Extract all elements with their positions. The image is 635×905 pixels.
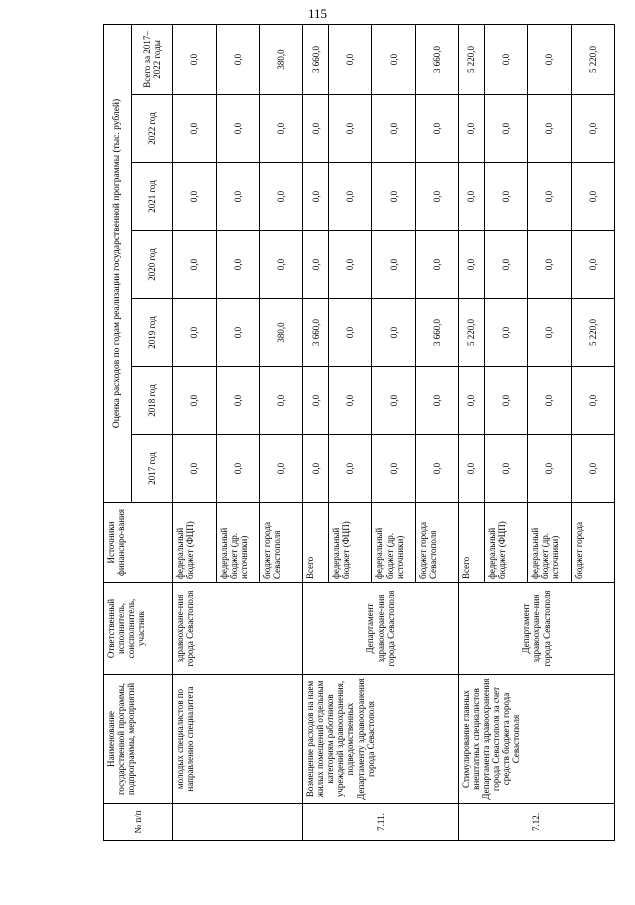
value-cell: 0,0: [528, 95, 571, 163]
value-cell: 0,0: [415, 95, 458, 163]
value-cell: 0,0: [484, 435, 527, 503]
value-cell: 3 660,0: [303, 24, 329, 94]
value-cell: 5 220,0: [571, 24, 614, 94]
header-year-3: 2020 год: [132, 231, 173, 299]
header-year-5: 2022 год: [132, 95, 173, 163]
funding-source: федеральный бюджет (др. источники): [528, 503, 571, 583]
value-cell: 0,0: [484, 24, 527, 94]
value-cell: 380,0: [259, 24, 302, 94]
header-year-4: 2021 год: [132, 163, 173, 231]
funding-source: Всего: [459, 503, 485, 583]
header-year-6: Всего за 2017–2022 годы: [132, 24, 173, 94]
measure-name: молодых специалистов по направлению специалитета: [173, 675, 303, 804]
value-cell: 0,0: [303, 163, 329, 231]
value-cell: 0,0: [484, 95, 527, 163]
table-row: [303, 24, 329, 840]
rotated-table-container: [103, 25, 615, 841]
value-cell: 3 660,0: [415, 24, 458, 94]
value-cell: 5 220,0: [459, 299, 485, 367]
value-cell: 0,0: [528, 24, 571, 94]
executor: Департамент здравоохране-ния города Севастополя: [303, 583, 459, 675]
value-cell: 0,0: [372, 435, 415, 503]
header-year-2: 2019 год: [132, 299, 173, 367]
value-cell: 0,0: [173, 435, 216, 503]
value-cell: 0,0: [259, 163, 302, 231]
value-cell: 0,0: [173, 24, 216, 94]
executor: Департамент здравоохране-ния города Севастополя: [459, 583, 615, 675]
funding-source: бюджет города Севастополя: [259, 503, 302, 583]
value-cell: 0,0: [459, 435, 485, 503]
value-cell: 0,0: [571, 163, 614, 231]
page-number: 115: [307, 6, 328, 21]
value-cell: 0,0: [528, 435, 571, 503]
value-cell: 0,0: [173, 231, 216, 299]
value-cell: 0,0: [372, 95, 415, 163]
value-cell: 3 660,0: [303, 299, 329, 367]
header-exec: Ответственный исполнитель, соисполнитель, участник: [104, 583, 173, 675]
value-cell: 0,0: [329, 24, 372, 94]
table-row: [459, 24, 485, 840]
value-cell: 0,0: [528, 163, 571, 231]
value-cell: 0,0: [303, 95, 329, 163]
row-number: [173, 804, 303, 841]
funding-source: федеральный бюджет (ФЦП): [173, 503, 216, 583]
value-cell: 0,0: [528, 299, 571, 367]
value-cell: 5 220,0: [571, 299, 614, 367]
value-cell: 0,0: [571, 367, 614, 435]
value-cell: 0,0: [303, 231, 329, 299]
value-cell: 0,0: [329, 163, 372, 231]
value-cell: 0,0: [415, 231, 458, 299]
value-cell: 0,0: [484, 231, 527, 299]
value-cell: 0,0: [459, 163, 485, 231]
header-name: Наименование государственной программы, подпрограммы, мероприятий: [104, 675, 173, 804]
value-cell: 0,0: [528, 231, 571, 299]
value-cell: 0,0: [216, 435, 259, 503]
value-cell: 0,0: [415, 367, 458, 435]
value-cell: 0,0: [484, 163, 527, 231]
value-cell: 0,0: [173, 299, 216, 367]
value-cell: 0,0: [173, 367, 216, 435]
value-cell: 0,0: [459, 95, 485, 163]
value-cell: 5 220,0: [459, 24, 485, 94]
table-row: [173, 24, 216, 840]
funding-source: федеральный бюджет (ФЦП): [329, 503, 372, 583]
measure-name: Возмещение расходов на наем жилых помещений отдельным категориям работников учреждений здравоохранения, подведомственных Департаменту здравоохранения города Севастополя: [303, 675, 459, 804]
value-cell: 0,0: [372, 299, 415, 367]
value-cell: 0,0: [259, 435, 302, 503]
header-src: Источники финансиро-вания: [104, 503, 173, 583]
value-cell: 0,0: [303, 367, 329, 435]
value-cell: 0,0: [372, 231, 415, 299]
value-cell: 0,0: [329, 435, 372, 503]
value-cell: 0,0: [484, 367, 527, 435]
value-cell: 0,0: [216, 367, 259, 435]
header-year-0: 2017 год: [132, 435, 173, 503]
header-year-1: 2018 год: [132, 367, 173, 435]
value-cell: 0,0: [216, 299, 259, 367]
value-cell: 0,0: [259, 231, 302, 299]
row-number: 7.11.: [303, 804, 459, 841]
header-num: № п/п: [104, 804, 173, 841]
value-cell: 0,0: [216, 163, 259, 231]
value-cell: 0,0: [372, 367, 415, 435]
funding-source: Всего: [303, 503, 329, 583]
header-row-1: [104, 24, 132, 840]
value-cell: 0,0: [216, 24, 259, 94]
funding-source: федеральный бюджет (др. источники): [216, 503, 259, 583]
value-cell: 0,0: [571, 231, 614, 299]
value-cell: 0,0: [216, 95, 259, 163]
value-cell: 0,0: [329, 95, 372, 163]
value-cell: 0,0: [173, 163, 216, 231]
value-cell: 0,0: [372, 24, 415, 94]
value-cell: 0,0: [329, 231, 372, 299]
row-number: 7.12.: [459, 804, 615, 841]
value-cell: 0,0: [459, 367, 485, 435]
value-cell: 3 660,0: [415, 299, 458, 367]
value-cell: 0,0: [372, 163, 415, 231]
value-cell: 0,0: [329, 299, 372, 367]
value-cell: 0,0: [216, 231, 259, 299]
value-cell: 380,0: [259, 299, 302, 367]
value-cell: 0,0: [484, 299, 527, 367]
value-cell: 0,0: [259, 95, 302, 163]
value-cell: 0,0: [571, 435, 614, 503]
header-estimate: Оценка расходов по годам реализации государственной программы (тыс. рублей): [104, 24, 132, 502]
value-cell: 0,0: [415, 435, 458, 503]
measure-name: Стимулирование главных внештатных специалистов Департамента здравоохранения города Севастополя за счет средств бюджета города Севастополя: [459, 675, 615, 804]
value-cell: 0,0: [415, 163, 458, 231]
value-cell: 0,0: [571, 95, 614, 163]
funding-source: бюджет города: [571, 503, 614, 583]
value-cell: 0,0: [173, 95, 216, 163]
funding-source: федеральный бюджет (ФЦП): [484, 503, 527, 583]
funding-source: федеральный бюджет (др. источники): [372, 503, 415, 583]
value-cell: 0,0: [303, 435, 329, 503]
value-cell: 0,0: [259, 367, 302, 435]
budget-table: [103, 24, 615, 841]
value-cell: 0,0: [528, 367, 571, 435]
funding-source: бюджет города Севастополя: [415, 503, 458, 583]
value-cell: 0,0: [329, 367, 372, 435]
executor: здравоохране-ния города Севастополя: [173, 583, 303, 675]
value-cell: 0,0: [459, 231, 485, 299]
